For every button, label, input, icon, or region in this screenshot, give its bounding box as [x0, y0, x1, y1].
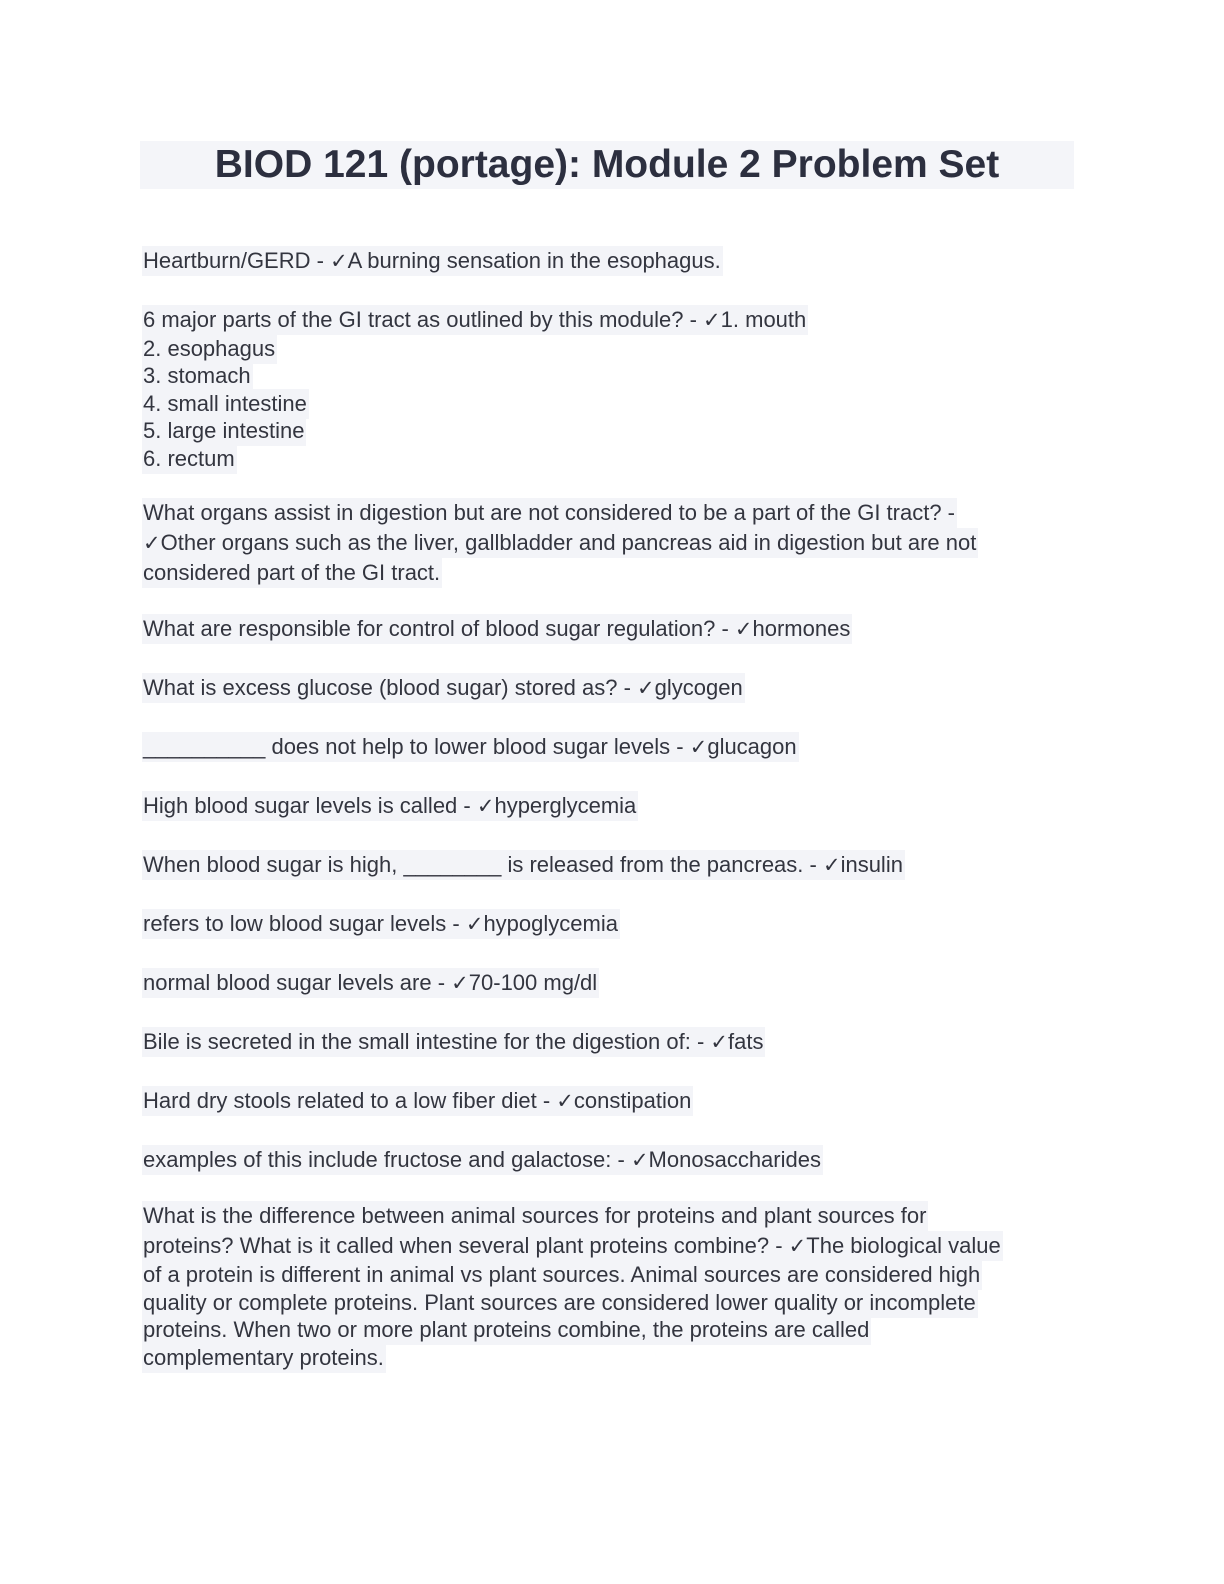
- question-text: What organs assist in digestion but are not considered to be a part of the GI tract? -: [142, 498, 957, 528]
- answer-line: 4. small intestine: [142, 389, 309, 419]
- check-icon: ✓: [710, 1030, 729, 1054]
- answer-line: considered part of the GI tract.: [142, 558, 442, 588]
- question-text: Hard dry stools related to a low fiber diet -: [143, 1088, 557, 1113]
- answer-line: quality or complete proteins. Plant sources are considered lower quality or incomplete: [142, 1288, 978, 1318]
- question-text: High blood sugar levels is called -: [143, 793, 477, 818]
- answer-line: 3. stomach: [142, 361, 253, 391]
- answer-line: 5. large intestine: [142, 416, 306, 446]
- answer-text: constipation: [573, 1088, 692, 1113]
- question-text: 6 major parts of the GI tract as outlined by this module? -: [143, 307, 704, 332]
- qa-highlight: [142, 246, 723, 276]
- question-text: When blood sugar is high, ________ is released from the pancreas. -: [143, 852, 823, 877]
- question-text: __________ does not help to lower blood sugar levels -: [143, 734, 690, 759]
- qa-item: [142, 306, 808, 472]
- qa-item: [142, 733, 799, 762]
- answer-text: hypoglycemia: [483, 911, 618, 936]
- check-icon: ✓: [637, 676, 655, 700]
- answer-text: The biological value: [806, 1233, 1001, 1258]
- check-icon: ✓: [556, 1089, 574, 1113]
- answer-line: 2. esophagus: [142, 334, 277, 364]
- qa-item: [142, 1146, 823, 1175]
- page-title: BIOD 121 (portage): Module 2 Problem Set: [214, 143, 1000, 186]
- check-icon: ✓: [734, 617, 753, 641]
- question-text: proteins? What is it called when several plant proteins combine? -: [143, 1233, 789, 1258]
- check-icon: ✓: [822, 853, 841, 877]
- qa-item: [142, 1087, 693, 1116]
- qa-item: [142, 1201, 1003, 1371]
- check-icon: ✓: [143, 531, 161, 555]
- question-text: examples of this include fructose and galactose: -: [143, 1147, 631, 1172]
- answer-text: 70-100 mg/dl: [468, 970, 598, 995]
- question-text: What are responsible for control of blood sugar regulation? -: [143, 616, 735, 641]
- answer-line: complementary proteins.: [142, 1343, 386, 1373]
- qa-item: [142, 615, 852, 644]
- answer-text: Other organs such as the liver, gallbladder and pancreas aid in digestion but are not: [160, 530, 977, 555]
- qa-item: [142, 969, 599, 998]
- check-icon: ✓: [630, 1148, 649, 1172]
- check-icon: ✓: [465, 912, 484, 936]
- question-text: Heartburn/GERD -: [143, 248, 331, 273]
- answer-text: glycogen: [654, 675, 743, 700]
- check-icon: ✓: [451, 971, 469, 995]
- qa-item: [142, 498, 978, 588]
- answer-text: Monosaccharides: [648, 1147, 821, 1172]
- question-text: refers to low blood sugar levels -: [143, 911, 466, 936]
- answer-line: 6. rectum: [142, 444, 237, 474]
- check-icon: ✓: [689, 735, 708, 759]
- title-banner: [140, 141, 1074, 189]
- answer-line: of a protein is different in animal vs plant sources. Animal sources are considered high: [142, 1260, 982, 1290]
- answer-line: proteins. When two or more plant proteins combine, the proteins are called: [142, 1315, 871, 1345]
- qa-item: [142, 792, 638, 821]
- question-text: Bile is secreted in the small intestine for the digestion of: -: [143, 1029, 711, 1054]
- answer-text: A burning sensation in the esophagus.: [347, 248, 721, 273]
- qa-item: [142, 1028, 765, 1057]
- qa-item: [142, 674, 745, 703]
- answer-text: glucagon: [707, 734, 797, 759]
- answer-text: fats: [728, 1029, 764, 1054]
- check-icon: ✓: [703, 308, 721, 332]
- answer-text: 1. mouth: [720, 307, 807, 332]
- question-text: normal blood sugar levels are -: [143, 970, 452, 995]
- qa-item: [142, 851, 905, 880]
- answer-text: insulin: [840, 852, 903, 877]
- question-text: What is the difference between animal sources for proteins and plant sources for: [142, 1201, 928, 1231]
- check-icon: ✓: [788, 1234, 807, 1258]
- qa-item: [142, 247, 723, 276]
- question-text: What is excess glucose (blood sugar) stored as? -: [143, 675, 638, 700]
- qa-item: [142, 910, 620, 939]
- answer-text: hyperglycemia: [494, 793, 637, 818]
- check-icon: ✓: [476, 794, 495, 818]
- check-icon: ✓: [330, 249, 348, 273]
- answer-text: hormones: [752, 616, 851, 641]
